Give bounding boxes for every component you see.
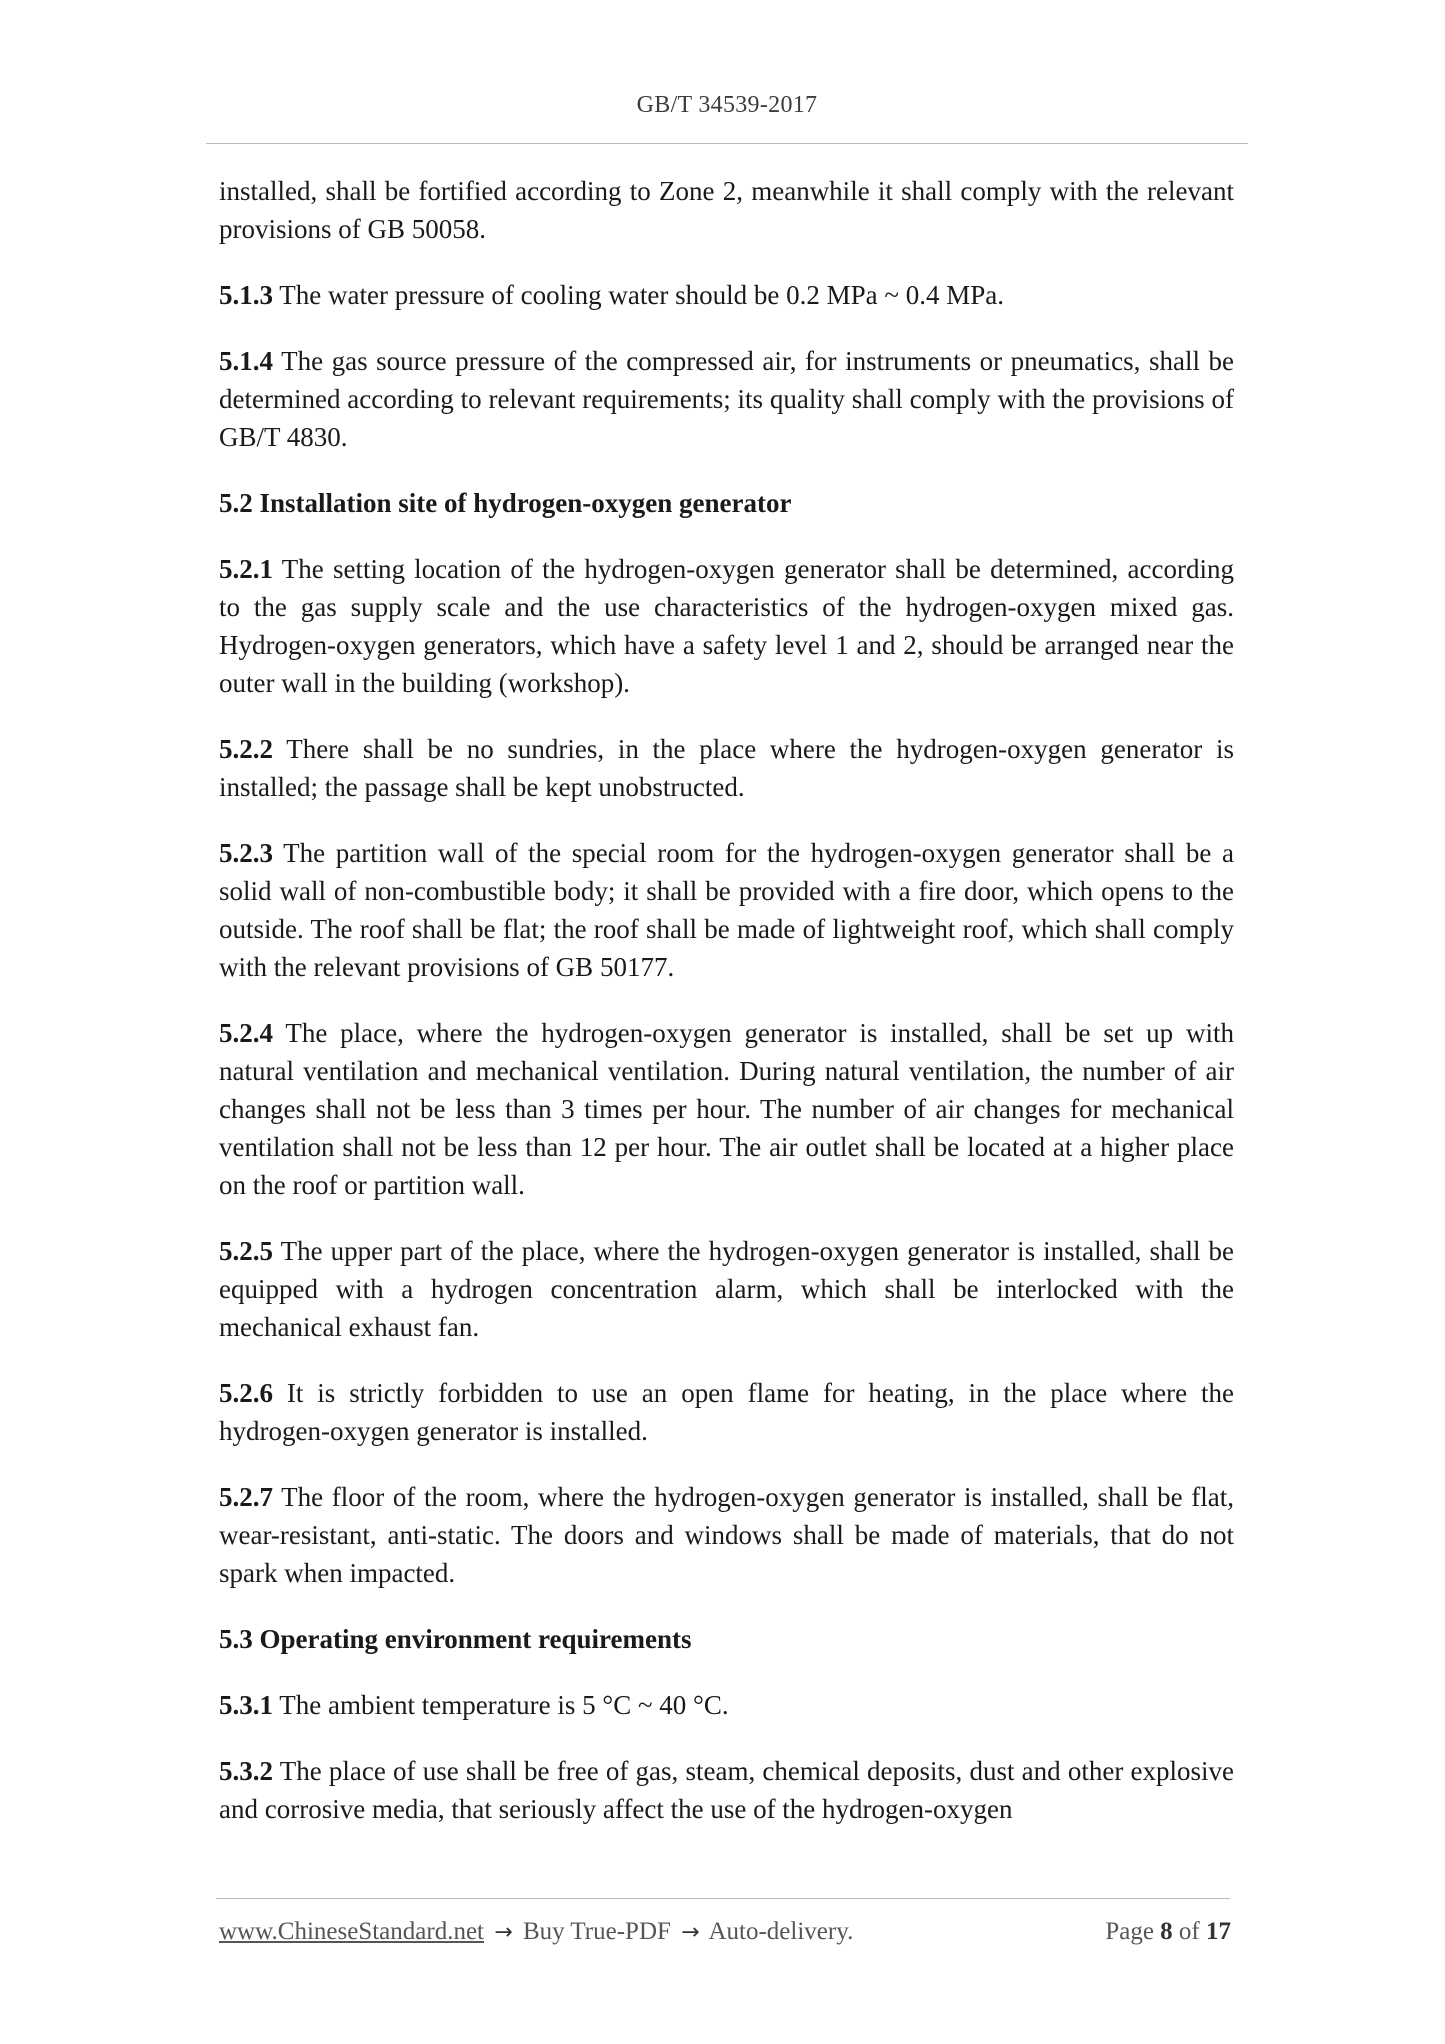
clause-number: 5.2.7 <box>219 1482 273 1512</box>
footer-divider <box>216 1898 1230 1899</box>
clause-number: 5.3.2 <box>219 1756 273 1786</box>
clause-5-2-6 <box>219 1374 1234 1450</box>
header-divider <box>206 143 1248 144</box>
page-word: Page <box>1105 1918 1154 1945</box>
paragraph-text: installed, shall be fortified according to Zone 2, meanwhile it shall comply with the relevant provisions of GB 50058. <box>219 176 1234 244</box>
clause-5-2-4 <box>219 1014 1234 1204</box>
of-word: of <box>1178 1918 1200 1945</box>
clause-text: The partition wall of the special room for the hydrogen-oxygen generator shall be a solid wall of non-combustible body; it shall be provided with a fire door, which opens to the outside. The roof shall be flat; the roof shall be made of lightweight roof, which shall comply with the relevant provisions of GB 50177. <box>219 838 1234 982</box>
clause-number: 5.1.4 <box>219 346 273 376</box>
clause-number: 5.1.3 <box>219 280 273 310</box>
buy-pdf-text: Buy True-PDF <box>522 1918 671 1945</box>
clause-number: 5.2.5 <box>219 1236 273 1266</box>
auto-delivery-text: Auto-delivery. <box>708 1918 854 1945</box>
footer-links <box>219 1918 853 1946</box>
clause-text: The water pressure of cooling water should be 0.2 MPa ~ 0.4 MPa. <box>273 280 1004 310</box>
clause-number: 5.2.6 <box>219 1378 273 1408</box>
paragraph-continuation <box>219 172 1234 248</box>
section-heading-5-3 <box>219 1620 1234 1658</box>
clause-number: 5.2.4 <box>219 1018 273 1048</box>
clause-number: 5.2.1 <box>219 554 273 584</box>
page-number <box>1105 1918 1231 1946</box>
clause-text: The ambient temperature is 5 °C ~ 40 °C. <box>273 1690 729 1720</box>
clause-text: The place of use shall be free of gas, steam, chemical deposits, dust and other explosive and corrosive media, that seriously affect the use of the hydrogen-oxygen <box>219 1756 1234 1824</box>
clause-number: 5.2.3 <box>219 838 273 868</box>
clause-5-1-3 <box>219 276 1234 314</box>
website-link[interactable]: www.ChineseStandard.net <box>219 1918 484 1945</box>
clause-text: It is strictly forbidden to use an open flame for heating, in the place where the hydrogen-oxygen generator is installed. <box>219 1378 1234 1446</box>
clause-5-3-1 <box>219 1686 1234 1724</box>
clause-text: The gas source pressure of the compressed air, for instruments or pneumatics, shall be determined according to relevant requirements; its quality shall comply with the provisions of GB/T 4830. <box>219 346 1234 452</box>
clause-text: The setting location of the hydrogen-oxygen generator shall be determined, according to the gas supply scale and the use characteristics of the hydrogen-oxygen mixed gas. Hydrogen-oxygen generators, which have a safety level 1 and 2, should be arranged near the outer wall in the building (workshop). <box>219 554 1234 698</box>
section-heading-5-2 <box>219 484 1234 522</box>
total-pages: 17 <box>1206 1918 1231 1945</box>
current-page: 8 <box>1160 1918 1173 1945</box>
arrow-right-icon: → <box>494 1920 513 1945</box>
clause-5-2-2 <box>219 730 1234 806</box>
page-footer <box>219 1918 1231 1946</box>
clause-5-1-4 <box>219 342 1234 456</box>
clause-text: The place, where the hydrogen-oxygen generator is installed, shall be set up with natural ventilation and mechanical ventilation. During natural ventilation, the number of air changes shall not be less than 3 times per hour. The number of air changes for mechanical ventilation shall not be less than 12 per hour. The air outlet shall be located at a higher place on the roof or partition wall. <box>219 1018 1234 1200</box>
clause-5-2-3 <box>219 834 1234 986</box>
page-header <box>206 92 1248 119</box>
clause-5-3-2 <box>219 1752 1234 1828</box>
clause-text: There shall be no sundries, in the place where the hydrogen-oxygen generator is installed; the passage shall be kept unobstructed. <box>219 734 1234 802</box>
clause-text: The upper part of the place, where the hydrogen-oxygen generator is installed, shall be equipped with a hydrogen concentration alarm, which shall be interlocked with the mechanical exhaust fan. <box>219 1236 1234 1342</box>
arrow-right-icon: → <box>681 1920 700 1945</box>
document-id: GB/T 34539-2017 <box>636 92 818 118</box>
clause-5-2-7 <box>219 1478 1234 1592</box>
document-body <box>219 172 1234 1856</box>
clause-number: 5.2.2 <box>219 734 273 764</box>
clause-5-2-5 <box>219 1232 1234 1346</box>
clause-5-2-1 <box>219 550 1234 702</box>
section-heading-text: 5.3 Operating environment requirements <box>219 1624 692 1654</box>
section-heading-text: 5.2 Installation site of hydrogen-oxygen generator <box>219 488 792 518</box>
clause-text: The floor of the room, where the hydrogen-oxygen generator is installed, shall be flat, wear-resistant, anti-static. The doors and windows shall be made of materials, that do not spark when impacted. <box>219 1482 1234 1588</box>
clause-number: 5.3.1 <box>219 1690 273 1720</box>
